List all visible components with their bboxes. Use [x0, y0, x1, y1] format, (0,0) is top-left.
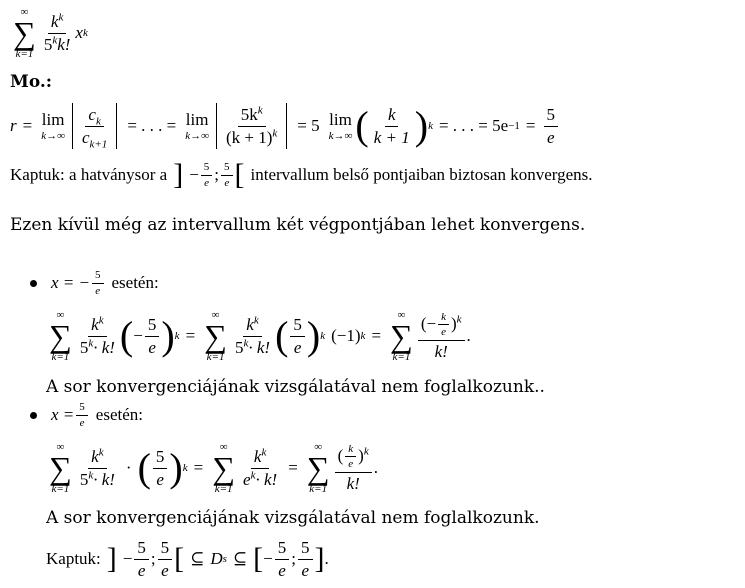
radius-formula: r = lim k→∞ $\frac{c_k}{c_{k+1}}$ = . . . = lim k→∞ $\frac{5k^k}{(k + 1)^k}$ = 5 lim k→∞ ( $\frac{k}{k + 1}$ ) k = . . . = 5e −1 = $\frac{5}{e}$ [10, 100, 560, 152]
bullet-icon [30, 412, 37, 419]
sum-operator: ∞ ∑ k=1 [13, 6, 36, 60]
result-interval-line: Kaptuk: a hatványsor a ] − $\frac{5}{e}$ ; $\frac{5}{e}$ [ intervallum belső pontjaiban biztosan konvergens. [10, 158, 593, 191]
final-result: Kaptuk: ] − $\frac{5}{e}$ ; $\frac{5}{e}$ [ ⊆ D s ⊆ [ − $\frac{5}{e}$ ; $\frac{5}{e}$ ] . [46, 537, 329, 580]
case1-formula: ∞ ∑ k=1 $\frac{k^k}{5^k\cdot k!}$ ( − $\frac{5}{e}$ ) k = ∞ ∑ k=1 $\frac{k^k}{5^k\cdot k!}$ ( $\frac{5}{e}$ ) k (−1) k = ∞ ∑ k=1 (− $\frac{k}{e}$ )$^k$ k! . [49, 309, 471, 363]
limit-operator-2: lim k→∞ [185, 110, 209, 142]
case1-note: A sor konvergenciájának vizsgálatával nem foglalkozunk.. [46, 377, 545, 397]
bullet-icon [30, 280, 37, 287]
case2-note: A sor konvergenciájának vizsgálatával nem foglalkozunk. [46, 508, 540, 528]
limit-operator-1: lim k→∞ [41, 110, 65, 142]
endpoints-sentence: Ezen kívül még az intervallum két végpontjában lehet konvergens. [10, 215, 586, 235]
case2-label: x = $\frac{5}{e}$ esetén: [30, 400, 143, 430]
series-fraction: $\frac{k^k}{5^kk!}$ [43, 11, 71, 54]
case2-formula: ∞ ∑ k=1 $\frac{k^k}{5^k\cdot k!}$ · ( $\frac{5}{e}$ ) k = ∞ ∑ k=1 $\frac{k^k}{e^k\cdot k!}$ = ∞ ∑ k=1 ( $\frac{k}{e}$ )$^k$ k! . [49, 441, 378, 495]
series-formula: ∞ ∑ k=1 $\frac{k^k}{5^kk!}$ x k [13, 6, 88, 60]
solution-label: Mo.: [10, 72, 53, 92]
limit-operator-3: lim k→∞ [328, 110, 353, 142]
case1-label: x = − $\frac{5}{e}$ esetén: [30, 268, 159, 298]
